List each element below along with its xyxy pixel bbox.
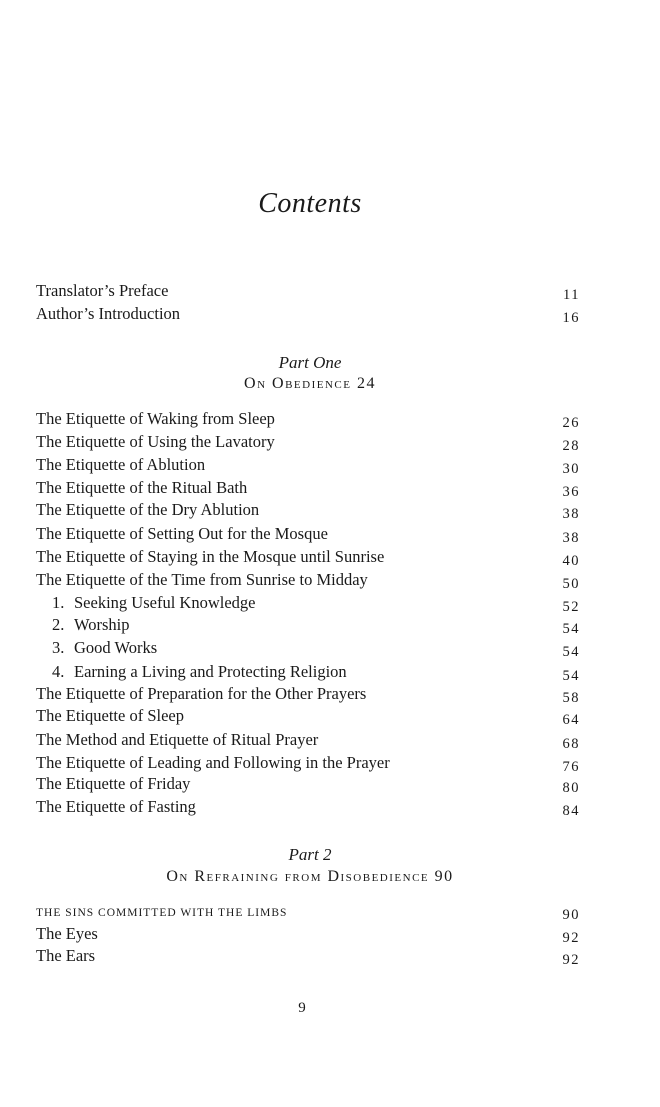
toc-subentry-label: Seeking Useful Knowledge bbox=[74, 593, 256, 612]
toc-entry-label: The Etiquette of Ablution bbox=[36, 455, 206, 474]
toc-entry-label: The Etiquette of Preparation for the Other Prayers bbox=[36, 684, 367, 703]
toc-entry-page: 76 bbox=[562, 759, 580, 775]
toc-subentry-number: 3. bbox=[52, 638, 65, 657]
toc-entry-label: The Etiquette of Leading and Following in the Prayer bbox=[36, 753, 390, 772]
toc-entry-page: 50 bbox=[562, 576, 580, 592]
toc-entry-label: The Etiquette of the Dry Ablution bbox=[36, 500, 260, 519]
contents-title: Contents bbox=[258, 188, 362, 219]
toc-subentry bbox=[52, 662, 580, 684]
toc-entry bbox=[36, 500, 580, 522]
toc-entry-label: The Etiquette of Friday bbox=[36, 774, 191, 793]
toc-entry bbox=[36, 753, 580, 775]
toc-entry-page: 58 bbox=[562, 690, 580, 706]
toc-entry bbox=[36, 706, 580, 728]
part-two-label: Part 2 bbox=[288, 845, 332, 864]
toc-entry bbox=[36, 904, 580, 926]
toc-entry-label: The Etiquette of Using the Lavatory bbox=[36, 432, 275, 451]
page-number: 9 bbox=[298, 1000, 306, 1016]
toc-entry-label: The Etiquette of the Time from Sunrise to Midday bbox=[36, 570, 368, 589]
toc-subentry-number: 4. bbox=[52, 662, 65, 681]
part-two-title: On Refraining from Disobedience 90 bbox=[166, 868, 454, 885]
toc-subentry-label: Good Works bbox=[74, 638, 158, 657]
toc-entry-page: 52 bbox=[562, 599, 580, 615]
toc-entry-label: The Etiquette of Waking from Sleep bbox=[36, 409, 275, 428]
toc-entry-page: 28 bbox=[562, 438, 580, 454]
toc-subentry-label: Worship bbox=[74, 615, 130, 634]
toc-entry-page: 54 bbox=[562, 621, 580, 637]
toc-entry bbox=[36, 924, 580, 946]
toc-subentry-label: Earning a Living and Protecting Religion bbox=[74, 662, 347, 681]
toc-entry-page: 90 bbox=[562, 907, 580, 923]
toc-subentry bbox=[52, 638, 580, 660]
toc-subentry-number: 1. bbox=[52, 593, 65, 612]
toc-entry bbox=[36, 478, 580, 500]
toc-entry bbox=[36, 570, 580, 592]
toc-entry-page: 92 bbox=[562, 930, 580, 946]
toc-entry bbox=[36, 730, 580, 752]
toc-entry-page: 68 bbox=[562, 736, 580, 752]
toc-entry bbox=[36, 524, 580, 546]
toc-entry-label: Author’s Introduction bbox=[36, 304, 181, 323]
toc-entry-page: 26 bbox=[562, 415, 580, 431]
toc-entry-label: The Eyes bbox=[36, 924, 98, 943]
part-one-title: On Obedience 24 bbox=[244, 375, 376, 392]
toc-entry-page: 11 bbox=[563, 287, 580, 303]
toc-subentry bbox=[52, 593, 580, 615]
toc-entry-label: The Etiquette of Fasting bbox=[36, 797, 196, 816]
part-one-label: Part One bbox=[278, 353, 342, 372]
toc-entry-label: The Etiquette of Setting Out for the Mosque bbox=[36, 524, 328, 543]
toc-entry-page: 30 bbox=[562, 461, 580, 477]
toc-entry bbox=[36, 455, 580, 477]
toc-entry-page: 38 bbox=[562, 506, 580, 522]
toc-entry-page: 92 bbox=[562, 952, 580, 968]
toc-entry-page: 40 bbox=[562, 553, 580, 569]
toc-entry-label: The Etiquette of Sleep bbox=[36, 706, 184, 725]
toc-entry-label: The Ears bbox=[36, 946, 96, 965]
toc-entry bbox=[36, 281, 580, 303]
toc-entry bbox=[36, 774, 580, 796]
toc-entry-page: 36 bbox=[562, 484, 580, 500]
toc-subentry-number: 2. bbox=[52, 615, 65, 634]
toc-entry-page: 64 bbox=[562, 712, 580, 728]
toc-entry-page: 84 bbox=[562, 803, 580, 819]
toc-entry bbox=[36, 946, 580, 968]
toc-entry bbox=[36, 797, 580, 819]
toc-entry-label: Translator’s Preface bbox=[36, 281, 169, 300]
toc-entry bbox=[36, 409, 580, 431]
toc-entry-page: 80 bbox=[562, 780, 580, 796]
toc-entry bbox=[36, 304, 580, 326]
toc-entry bbox=[36, 432, 580, 454]
toc-entry-page: 54 bbox=[562, 668, 580, 684]
toc-entry-label: The Etiquette of the Ritual Bath bbox=[36, 478, 248, 497]
toc-entry-label: THE SINS COMMITTED WITH THE LIMBS bbox=[36, 907, 288, 919]
toc-entry-label: The Etiquette of Staying in the Mosque until Sunrise bbox=[36, 547, 385, 566]
toc-entry-page: 16 bbox=[562, 310, 580, 326]
toc-entry bbox=[36, 684, 580, 706]
toc-entry-page: 54 bbox=[562, 644, 580, 660]
toc-subentry bbox=[52, 615, 580, 637]
toc-entry-label: The Method and Etiquette of Ritual Prayer bbox=[36, 730, 319, 749]
toc-entry-page: 38 bbox=[562, 530, 580, 546]
toc-entry bbox=[36, 547, 580, 569]
